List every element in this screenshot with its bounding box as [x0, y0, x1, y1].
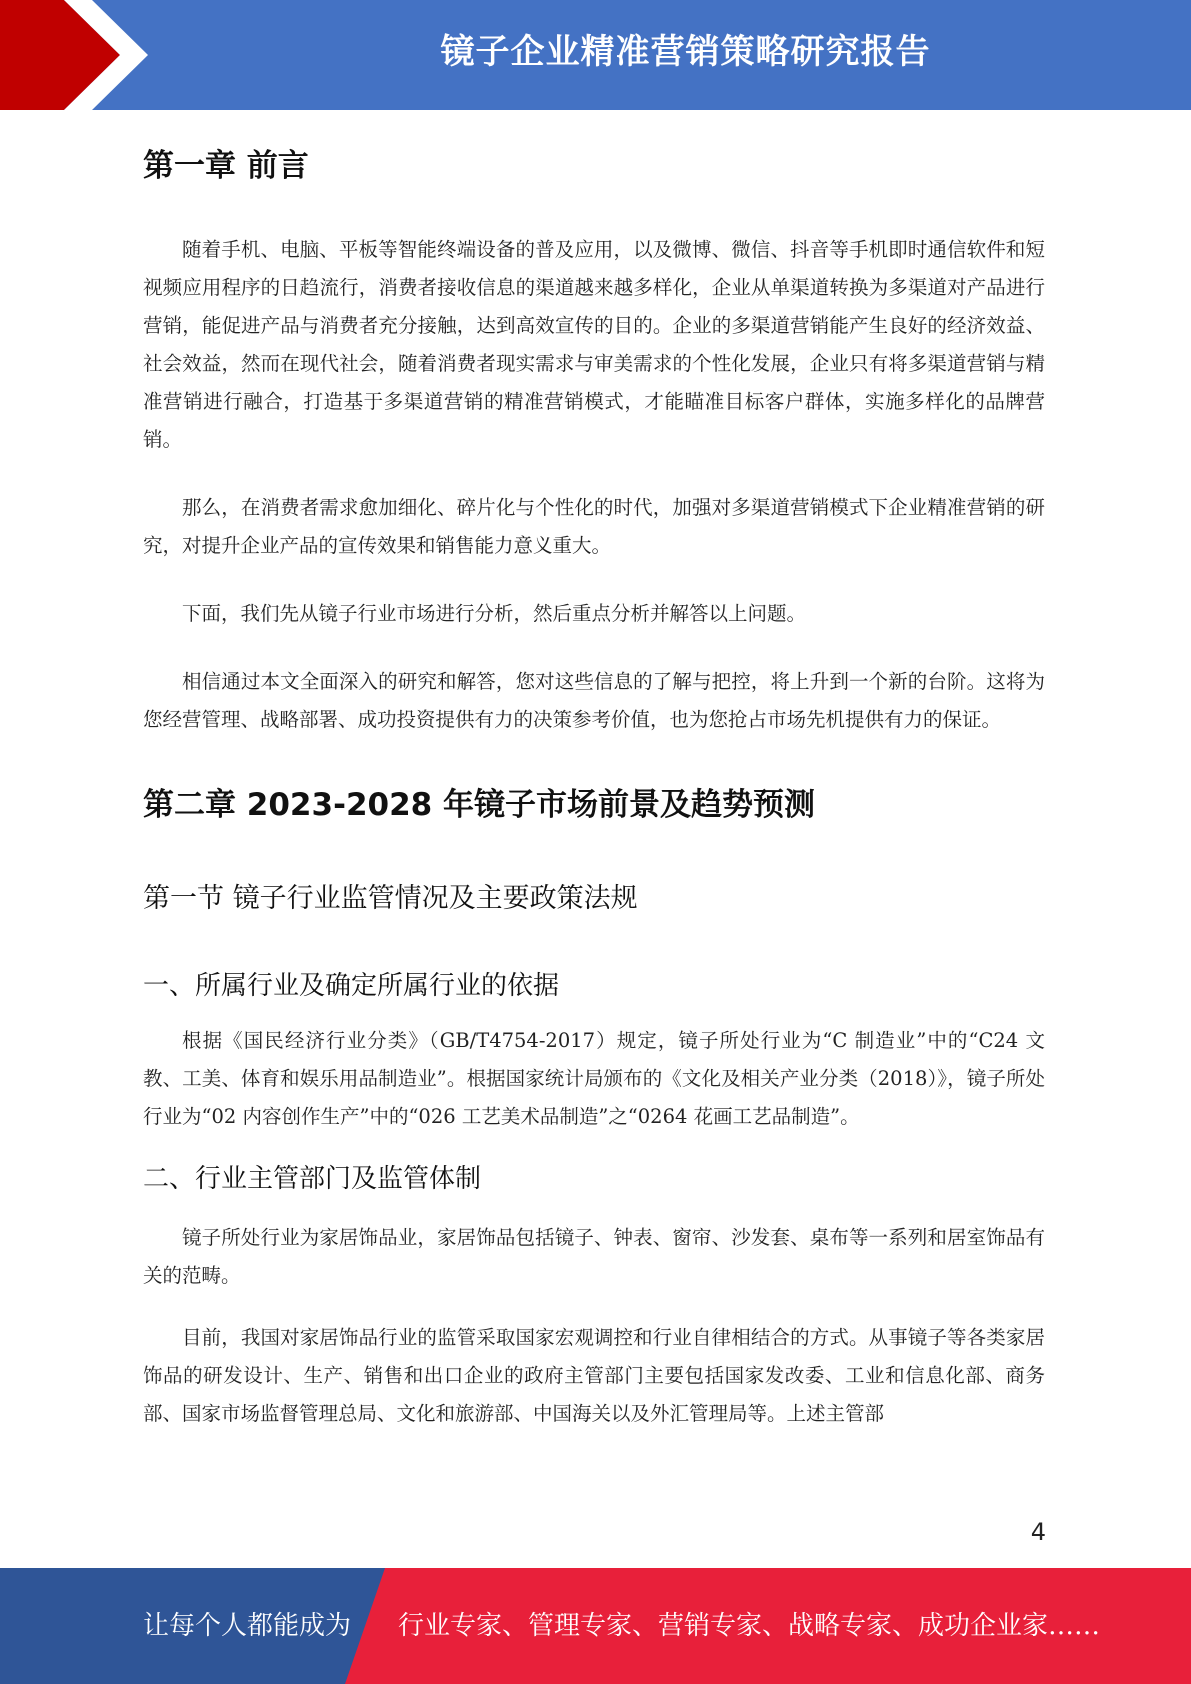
footer-slogan-left: 让每个人都能成为: [143, 1611, 352, 1641]
page-number: 4: [1030, 1518, 1046, 1546]
subsection-2-heading: 二、行业主管部门及监管体制: [143, 1164, 482, 1194]
report-title: 镜子企业精准营销策略研究报告: [440, 32, 931, 72]
subsection-1-heading: 一、所属行业及确定所属行业的依据: [143, 971, 560, 1001]
chapter-1-paragraph-4: 相信通过本文全面深入的研究和解答，您对这些信息的了解与把控，将上升到一个新的台阶。这将为您经营管理、战略部署、成功投资提供有力的决策参考价值，也为您抢占市场先机提供有力的保证。: [143, 670, 1045, 731]
chapter-1-paragraph-3: 下面，我们先从镜子行业市场进行分析，然后重点分析并解答以上问题。: [182, 602, 807, 625]
section-1-heading: 第一节 镜子行业监管情况及主要政策法规: [143, 883, 638, 914]
footer-slogan-right: 行业专家、管理专家、营销专家、战略专家、成功企业家……: [398, 1611, 1101, 1641]
header-arrow-decoration: [0, 0, 200, 110]
chapter-1-paragraph-2: 那么，在消费者需求愈加细化、碎片化与个性化的时代，加强对多渠道营销模式下企业精准营销的研究，对提升企业产品的宣传效果和销售能力意义重大。: [143, 496, 1045, 557]
chapter-2-heading: 第二章 2023-2028 年镜子市场前景及趋势预测: [143, 787, 816, 823]
page-content: [143, 110, 1045, 1433]
footer-banner: [0, 1568, 1191, 1684]
header-banner: [0, 0, 1191, 110]
chapter-1-heading: 第一章 前言: [143, 148, 309, 184]
subsection-2-paragraph-1: 镜子所处行业为家居饰品业，家居饰品包括镜子、钟表、窗帘、沙发套、桌布等一系列和居室饰品有关的范畴。: [143, 1226, 1045, 1287]
subsection-1-paragraph-1: 根据《国民经济行业分类》（GB/T4754-2017）规定，镜子所处行业为“C 制造业”中的“C24 文教、工美、体育和娱乐用品制造业”。根据国家统计局颁布的《文化及相关产业分类（2018）》，镜子所处行业为“02 内容创作生产”中的“026 工艺美术品制造”之“0264 花画工艺品制造”。: [143, 1029, 1045, 1128]
subsection-2-paragraph-2: 目前，我国对家居饰品行业的监管采取国家宏观调控和行业自律相结合的方式。从事镜子等各类家居饰品的研发设计、生产、销售和出口企业的政府主管部门主要包括国家发改委、工业和信息化部、商务部、国家市场监督管理总局、文化和旅游部、中国海关以及外汇管理局等。上述主管部: [143, 1326, 1045, 1425]
chapter-1-paragraph-1: 随着手机、电脑、平板等智能终端设备的普及应用，以及微博、微信、抖音等手机即时通信软件和短视频应用程序的日趋流行，消费者接收信息的渠道越来越多样化，企业从单渠道转换为多渠道对产品进行营销，能促进产品与消费者充分接触，达到高效宣传的目的。企业的多渠道营销能产生良好的经济效益、社会效益，然而在现代社会，随着消费者现实需求与审美需求的个性化发展，企业只有将多渠道营销与精准营销进行融合，打造基于多渠道营销的精准营销模式，才能瞄准目标客户群体，实施多样化的品牌营销。: [143, 238, 1045, 451]
